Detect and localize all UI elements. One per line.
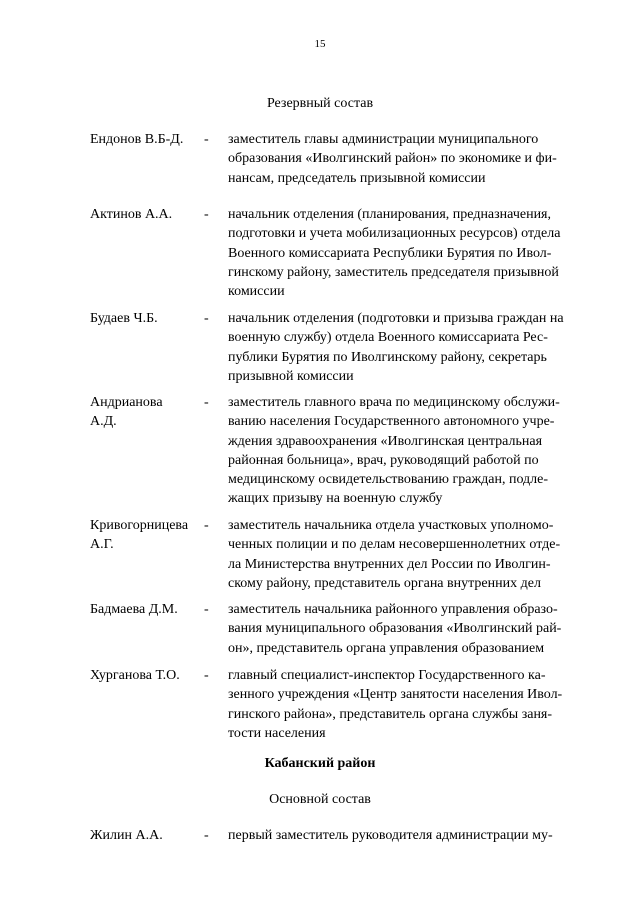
description-line: подготовки и учета мобилизационных ресурсов) отдела <box>228 226 561 242</box>
description-line: заместитель начальника районного управления образо- <box>228 602 558 617</box>
description-line: заместитель начальника отдела участковых уполномо- <box>228 518 554 533</box>
description-line: заместитель главы администрации муниципального <box>228 132 539 147</box>
description-line: ченных полиции и по делам несовершеннолетних отде- <box>228 537 561 553</box>
description-line: военную службу) отдела Военного комиссариата Рес- <box>228 330 548 346</box>
description-line: публики Бурятия по Иволгинскому району, секретарь <box>228 349 547 365</box>
description-line: начальник отделения (подготовки и призыва граждан на <box>228 311 564 326</box>
description-line: заместитель главного врача по медицинскому обслужи- <box>228 395 560 410</box>
section-heading-main: Основной состав <box>269 792 371 807</box>
description-line: тости населения <box>228 725 326 741</box>
description-line: зенного учреждения «Центр занятости населения Ивол- <box>228 687 563 703</box>
member-name-line: А.Г. <box>90 537 114 553</box>
separator-dash: - <box>204 602 209 617</box>
description-line: ванию населения Государственного автономного учре- <box>228 414 555 430</box>
separator-dash: - <box>204 207 209 222</box>
description-line: первый заместитель руководителя администрации му- <box>228 828 553 843</box>
member-description <box>228 393 581 509</box>
page-number: 15 <box>314 38 326 50</box>
description-line: он», представитель органа управления образованием <box>228 640 545 656</box>
member-name <box>90 516 202 555</box>
member-description <box>228 130 581 188</box>
description-line: призывной комиссии <box>228 368 354 384</box>
member-description <box>228 826 581 845</box>
description-line: жащих призыву на военную службу <box>228 491 443 507</box>
section-heading-district: Кабанский район <box>264 756 376 771</box>
separator-dash: - <box>204 311 209 326</box>
description-line: образования «Иволгинский район» по экономике и фи- <box>228 151 557 167</box>
member-description <box>228 309 581 386</box>
description-line: ла Министерства внутренних дел России по Иволгин- <box>228 556 551 572</box>
separator-dash: - <box>204 518 209 533</box>
member-name: Жилин А.А. <box>90 828 163 843</box>
member-name: Будаев Ч.Б. <box>90 311 158 326</box>
description-line: вания муниципального образования «Иволгинский рай- <box>228 621 562 637</box>
member-description <box>228 516 581 593</box>
member-name: Хурганова Т.О. <box>90 668 180 683</box>
separator-dash: - <box>204 132 209 147</box>
description-line: начальник отделения (планирования, предназначения, <box>228 207 551 222</box>
member-name <box>90 393 202 432</box>
description-line: главный специалист-инспектор Государственного ка- <box>228 668 546 683</box>
description-line: Военного комиссариата Республики Бурятия по Ивол- <box>228 245 552 261</box>
member-name: Ендонов В.Б-Д. <box>90 132 184 147</box>
member-name-line: А.Д. <box>90 414 117 430</box>
description-line: комиссии <box>228 284 285 300</box>
description-line: скому району, представитель органа внутренних дел <box>228 575 541 591</box>
member-description <box>228 666 581 743</box>
member-name: Бадмаева Д.М. <box>90 602 178 617</box>
separator-dash: - <box>204 668 209 683</box>
member-description <box>228 600 581 658</box>
section-heading-reserve: Резервный состав <box>266 96 374 111</box>
description-line: ждения здравоохранения «Иволгинская центральная <box>228 433 543 449</box>
description-line: гинского района», представитель органа службы заня- <box>228 706 553 722</box>
description-line: районная больница», врач, руководящий работой по <box>228 452 539 468</box>
member-name: Актинов А.А. <box>90 207 173 222</box>
separator-dash: - <box>204 828 209 843</box>
description-line: нансам, председатель призывной комиссии <box>228 170 486 186</box>
member-name-line: Андрианова <box>90 395 163 410</box>
description-line: медицинскому освидетельствованию граждан, подле- <box>228 472 549 488</box>
member-name-line: Кривогорницева <box>90 518 189 533</box>
description-line: гинскому району, заместитель председателя призывной <box>228 264 559 280</box>
member-description <box>228 205 581 301</box>
separator-dash: - <box>204 395 209 410</box>
